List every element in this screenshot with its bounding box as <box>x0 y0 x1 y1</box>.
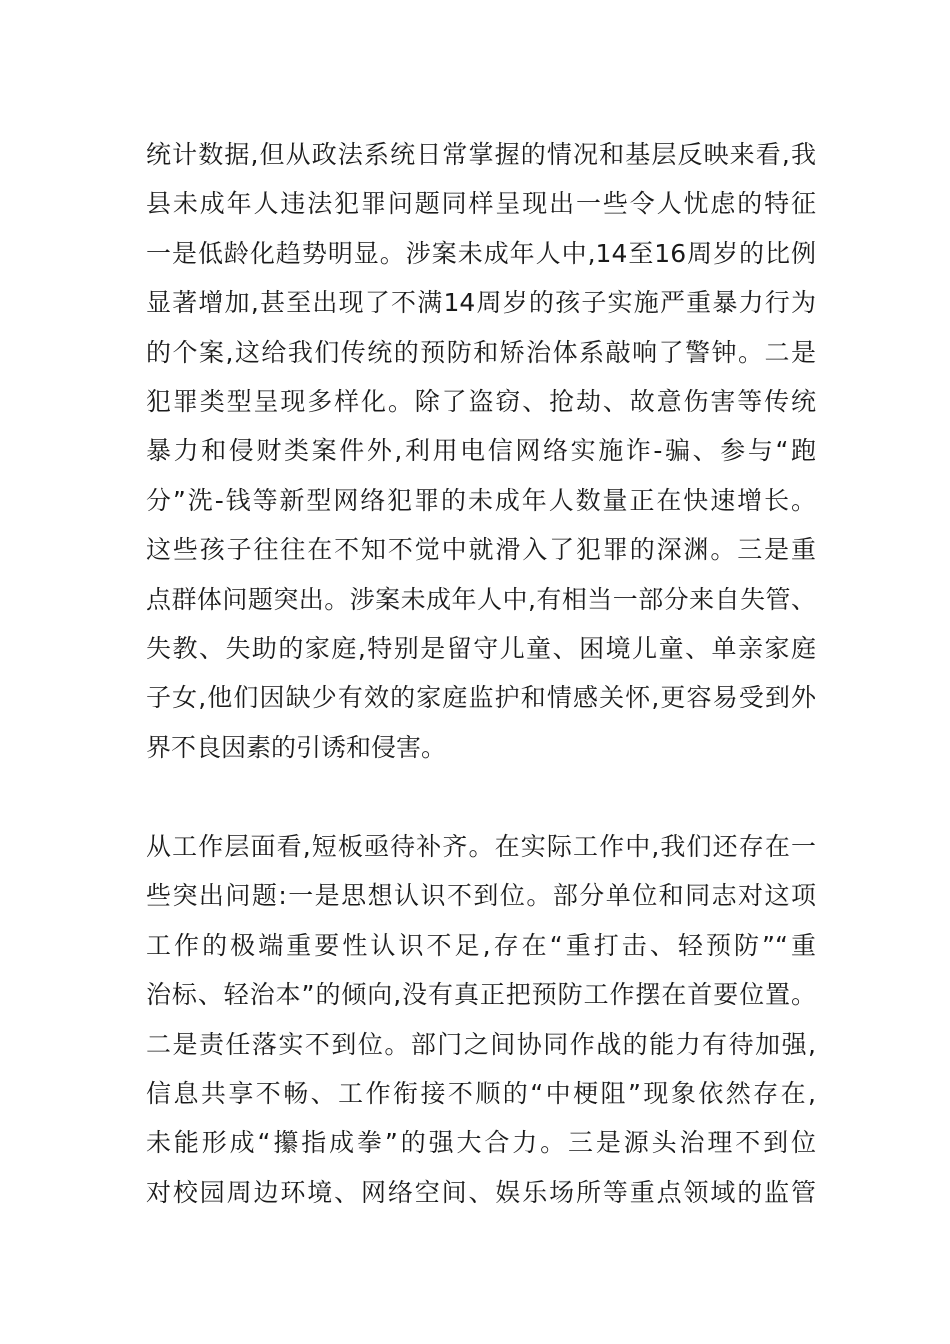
text-line: 治标、轻治本”的倾向,没有真正把预防工作摆在首要位置。 <box>146 980 816 1010</box>
text-line: 从工作层面看,短板亟待补齐。在实际工作中,我们还存在一 <box>146 832 816 861</box>
text-line: 二是责任落实不到位。部门之间协同作战的能力有待加强, <box>146 1029 816 1059</box>
paragraph-1 <box>146 130 816 772</box>
text-line: 信息共享不畅、工作衔接不顺的“中梗阻”现象依然存在, <box>146 1078 816 1108</box>
text-line: 暴力和侵财类案件外,利用电信网络实施诈-骗、参与“跑 <box>146 436 816 466</box>
text-line: 统计数据,但从政法系统日常掌握的情况和基层反映来看,我 <box>146 140 816 169</box>
paragraph-2 <box>146 822 816 1217</box>
text-line: 显著增加,甚至出现了不满14周岁的孩子实施严重暴力行为 <box>146 288 816 318</box>
text-line: 些突出问题:一是思想认识不到位。部分单位和同志对这项 <box>146 881 816 911</box>
text-line: 犯罪类型呈现多样化。除了盗窃、抢劫、故意伤害等传统 <box>146 386 816 416</box>
text-line: 对校园周边环境、网络空间、娱乐场所等重点领域的监管 <box>146 1177 816 1207</box>
text-line: 失教、失助的家庭,特别是留守儿童、困境儿童、单亲家庭 <box>146 633 816 663</box>
text-line: 界不良因素的引诱和侵害。 <box>146 732 447 762</box>
text-line: 的个案,这给我们传统的预防和矫治体系敲响了警钟。二是 <box>146 337 816 367</box>
text-line: 子女,他们因缺少有效的家庭监护和情感关怀,更容易受到外 <box>146 683 816 713</box>
text-line: 点群体问题突出。涉案未成年人中,有相当一部分来自失管、 <box>146 584 816 614</box>
text-line: 工作的极端重要性认识不足,存在“重打击、轻预防”“重 <box>146 930 816 960</box>
text-line: 分”洗-钱等新型网络犯罪的未成年人数量正在快速增长。 <box>146 485 816 515</box>
text-line: 未能形成“攥指成拳”的强大合力。三是源头治理不到位 <box>146 1128 816 1158</box>
text-line: 这些孩子往往在不知不觉中就滑入了犯罪的深渊。三是重 <box>146 535 816 565</box>
text-line: 县未成年人违法犯罪问题同样呈现出一些令人忧虑的特征 <box>146 189 816 219</box>
text-line: 一是低龄化趋势明显。涉案未成年人中,14至16周岁的比例 <box>146 238 816 268</box>
